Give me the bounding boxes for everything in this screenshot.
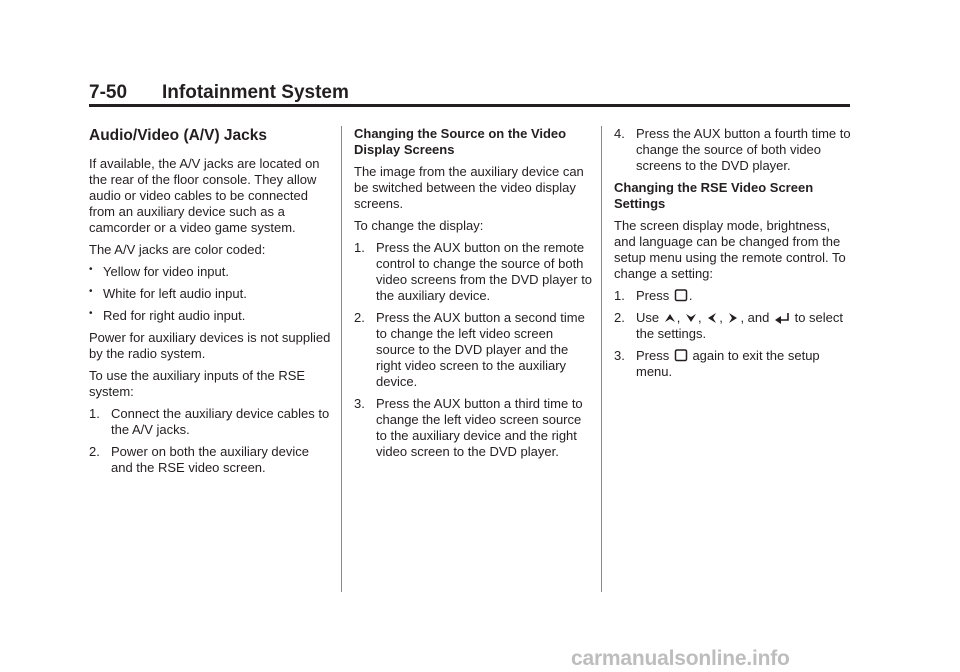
bullet-icon: • [89, 308, 93, 319]
chapter-title: Infotainment System [162, 82, 349, 103]
column-right [614, 126, 854, 386]
column-divider [601, 126, 602, 592]
paragraph: To change the display: [354, 218, 484, 233]
up-arrow-icon [664, 312, 676, 324]
steps-list [354, 240, 594, 460]
paragraph: The screen display mode, brightness, and language can be changed from the setup menu using the remote control. To change a setting: [614, 218, 846, 281]
list-item: 2. Power on both the auxiliary device and the RSE video screen. [89, 444, 310, 475]
list-item: 3. Press again to exit the setup menu. [614, 348, 820, 379]
list-item: 3. Press the AUX button a third time to change the left video screen source to the auxiliary device and the right video screen to the DVD player. [354, 396, 583, 459]
paragraph: If available, the A/V jacks are located on the rear of the floor console. They allow audio or video cables to be connected from an auxiliary device such as a camcorder or a video game system. [89, 156, 320, 235]
watermark: carmanualsonline.info [571, 647, 790, 670]
display-menu-icon [674, 349, 688, 362]
paragraph: To use the auxiliary inputs of the RSE system: [89, 368, 306, 399]
subsection-heading: Changing the Source on the Video Display Screens [354, 126, 567, 157]
right-arrow-icon [727, 312, 739, 324]
steps-list [614, 288, 854, 380]
left-arrow-icon [706, 312, 718, 324]
column-divider [341, 126, 342, 592]
paragraph: Power for auxiliary devices is not supplied by the radio system. [89, 330, 331, 361]
list-item: 1. Press . [614, 288, 693, 303]
list-item: • Red for right audio input. [89, 308, 246, 323]
bullet-icon: • [89, 286, 93, 297]
color-code-list [89, 264, 334, 324]
paragraph: The A/V jacks are color coded: [89, 242, 266, 257]
list-item: 2. Use , , , , and to select the settings. [614, 310, 843, 341]
list-item: 4. Press the AUX button a fourth time to change the source of both video screens to the DVD player. [614, 126, 851, 173]
list-item: • Yellow for video input. [89, 264, 229, 279]
page-header [89, 82, 850, 107]
enter-icon [774, 312, 790, 324]
page-number: 7-50 [89, 82, 128, 103]
list-item: 1. Connect the auxiliary device cables to the A/V jacks. [89, 406, 330, 437]
column-middle [354, 126, 594, 466]
list-item: 2. Press the AUX button a second time to change the left video screen source to the DVD player and the right video screen to the auxiliary device. [354, 310, 585, 389]
paragraph: The image from the auxiliary device can be switched between the video display screens. [354, 164, 584, 211]
column-left [89, 126, 334, 482]
list-item: • White for left audio input. [89, 286, 247, 301]
steps-list [614, 126, 854, 174]
bullet-icon: • [89, 264, 93, 275]
subsection-heading: Changing the RSE Video Screen Settings [614, 180, 814, 211]
display-menu-icon [674, 289, 688, 302]
section-heading: Audio/Video (A/V) Jacks [89, 127, 268, 144]
list-item: 1. Press the AUX button on the remote control to change the source of both video screens from the DVD player to the auxiliary device. [354, 240, 593, 303]
down-arrow-icon [685, 312, 697, 324]
steps-list [89, 406, 334, 476]
